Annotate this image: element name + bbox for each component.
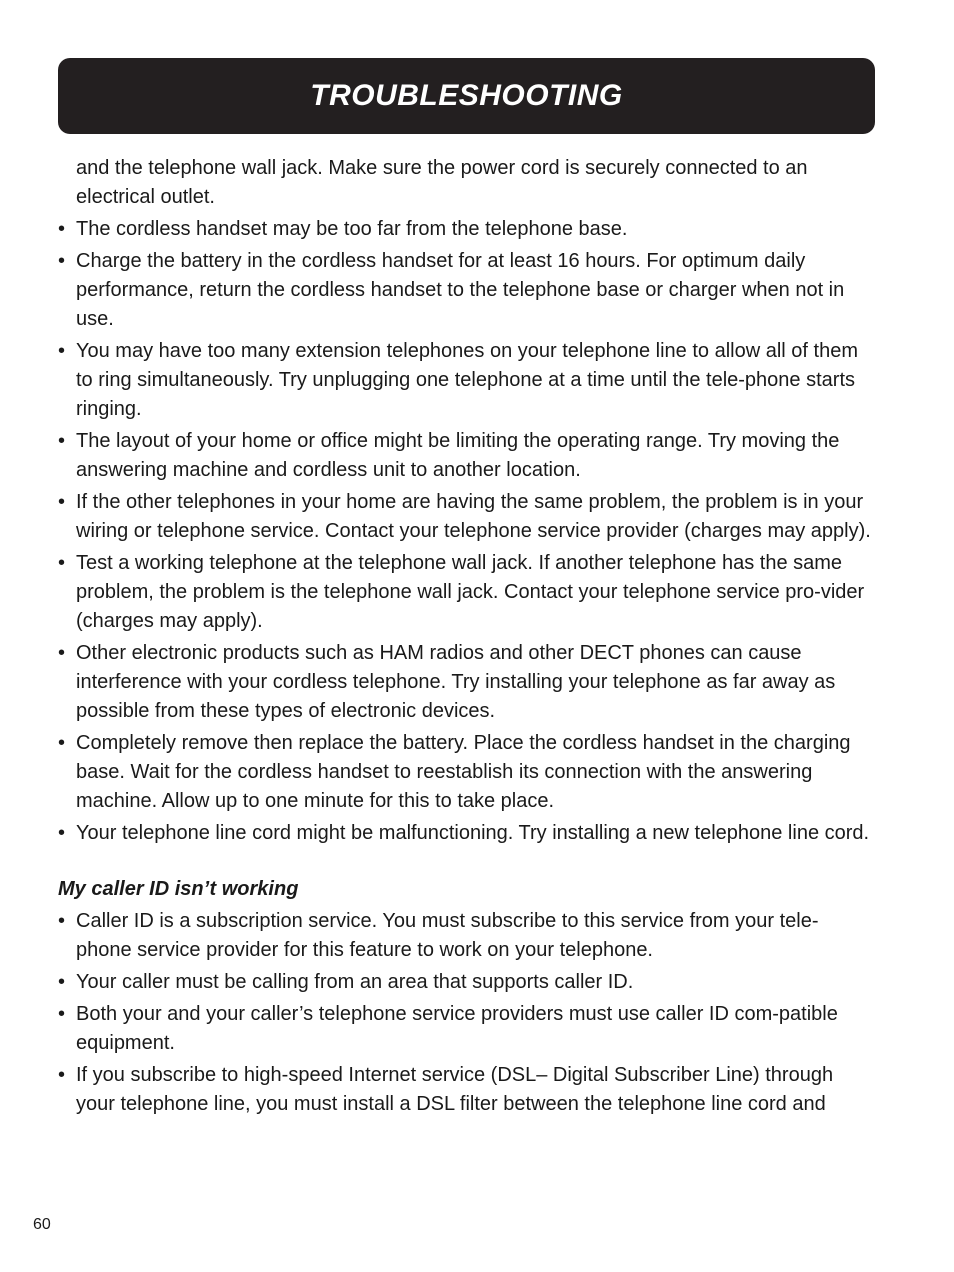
bullet-list-1 xyxy=(58,215,873,848)
bullet-icon: • xyxy=(58,1064,66,1086)
list-item-text: Charge the battery in the cordless handset for at least 16 hours. For optimum daily performance, return the cordless handset to the telephone base or charger when not in use. xyxy=(76,250,845,330)
list-item xyxy=(58,215,873,244)
list-item-text: Your caller must be calling from an area that supports caller ID. xyxy=(76,971,634,993)
list-item xyxy=(58,549,873,636)
list-item xyxy=(58,427,873,485)
list-item xyxy=(58,1000,873,1058)
list-item xyxy=(58,1061,873,1119)
list-item-text: Completely remove then replace the battery. Place the cordless handset in the charging base. Wait for the cordless handset to reestablish its connection with the answering machine. Allow up to one minute for this to take place. xyxy=(76,732,851,812)
list-item xyxy=(58,819,873,848)
bullet-icon: • xyxy=(58,732,66,754)
list-item xyxy=(58,247,873,334)
page-title: TROUBLESHOOTING xyxy=(310,79,623,112)
bullet-icon: • xyxy=(58,250,66,272)
list-item-text: Both your and your caller’s telephone service providers must use caller ID com-patible equipment. xyxy=(76,1003,838,1054)
list-item-text: Other electronic products such as HAM radios and other DECT phones can cause interference with your cordless telephone. Try installing your telephone as far away as possible from these types of electronic devices. xyxy=(76,642,836,722)
continued-paragraph: and the telephone wall jack. Make sure the power cord is securely connected to an electrical outlet. xyxy=(76,157,808,208)
list-item xyxy=(58,488,873,546)
bullet-icon: • xyxy=(58,430,66,452)
list-item-text: If the other telephones in your home are having the same problem, the problem is in your wiring or telephone service. Contact your telephone service provider (charges may apply). xyxy=(76,491,871,542)
bullet-icon: • xyxy=(58,491,66,513)
bullet-icon: • xyxy=(58,910,66,932)
bullet-icon: • xyxy=(58,340,66,362)
list-item xyxy=(58,968,873,997)
bullet-icon: • xyxy=(58,971,66,993)
list-item xyxy=(58,639,873,726)
list-item-text: The layout of your home or office might be limiting the operating range. Try moving the answering machine and cordless unit to another location. xyxy=(76,430,840,481)
bullet-icon: • xyxy=(58,822,66,844)
section-heading: My caller ID isn’t working xyxy=(58,878,299,900)
list-item xyxy=(58,729,873,816)
bullet-icon: • xyxy=(58,552,66,574)
list-item-text: You may have too many extension telephones on your telephone line to allow all of them to ring simultaneously. Try unplugging one telephone at a time until the tele-phone starts ringing. xyxy=(76,340,858,420)
list-item-text: Caller ID is a subscription service. You must subscribe to this service from your tele-phone service provider for this feature to work on your telephone. xyxy=(76,910,819,961)
bullet-icon: • xyxy=(58,218,66,240)
bullet-icon: • xyxy=(58,1003,66,1025)
list-item-text: The cordless handset may be too far from the telephone base. xyxy=(76,218,628,240)
list-item-text: Test a working telephone at the telephone wall jack. If another telephone has the same problem, the problem is the telephone wall jack. Contact your telephone service pro-vider (charges may apply). xyxy=(76,552,865,632)
list-item-text: If you subscribe to high-speed Internet service (DSL– Digital Subscriber Line) through your telephone line, you must install a DSL filter between the telephone line cord and xyxy=(76,1064,834,1115)
content xyxy=(58,154,873,1122)
list-item xyxy=(58,337,873,424)
header-bar xyxy=(58,58,875,134)
list-item-text: Your telephone line cord might be malfunctioning. Try installing a new telephone line cord. xyxy=(76,822,870,844)
list-item xyxy=(58,907,873,965)
bullet-icon: • xyxy=(58,642,66,664)
bullet-list-2 xyxy=(58,907,873,1119)
page-number: 60 xyxy=(33,1216,51,1233)
